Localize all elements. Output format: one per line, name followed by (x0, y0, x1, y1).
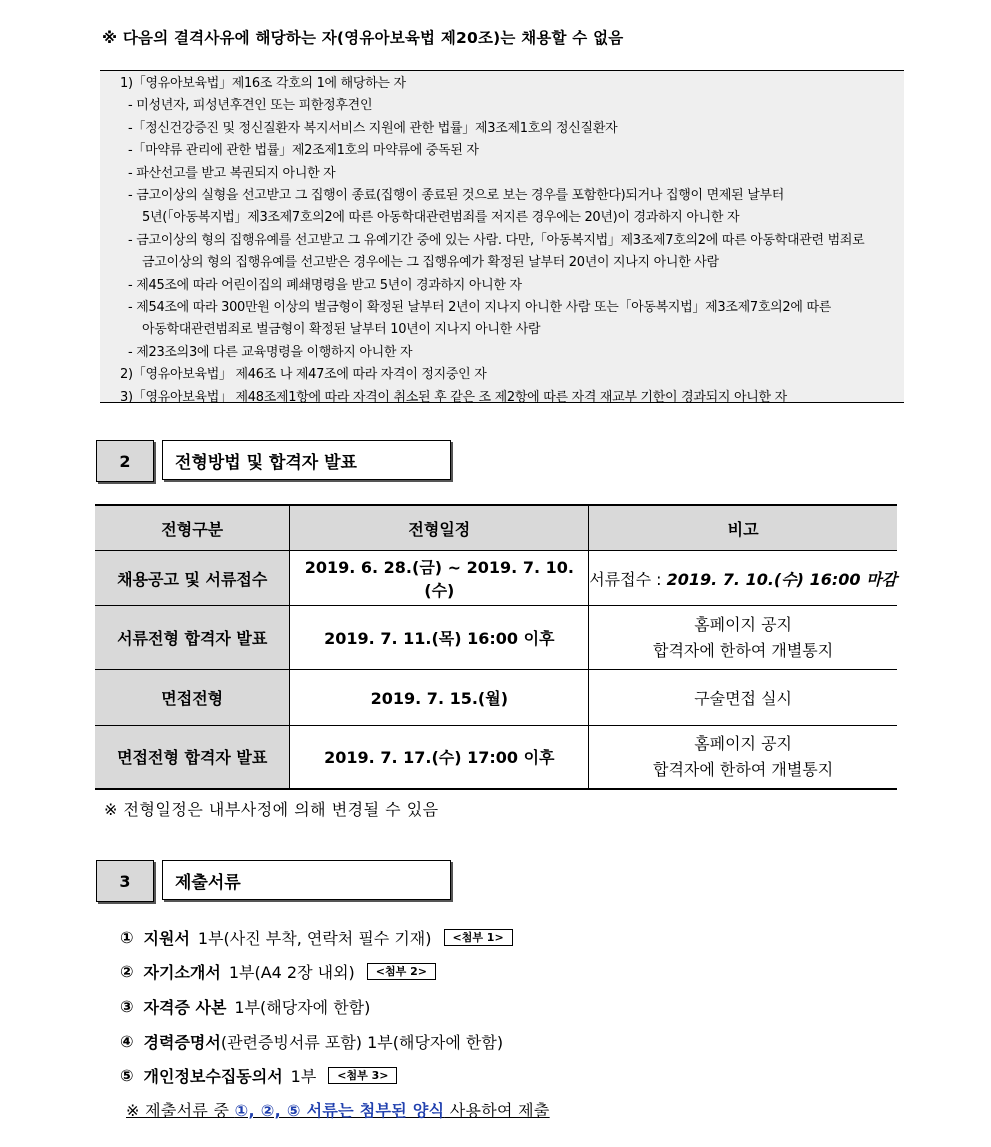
disqualification-line: 아동학대관련범죄로 벌금형이 확정된 날부터 10년이 지나지 아니한 사람 (142, 322, 541, 338)
header-schedule: 전형일정 (290, 505, 589, 551)
table-row (95, 551, 897, 606)
item-detail: (관련증빙서류 포함) 1부(해당자에 한함) (220, 1032, 504, 1052)
schedule-header-row (95, 505, 897, 551)
date-cell: 2019. 7. 17.(수) 17:00 이후 (290, 726, 589, 789)
note-highlight: ①, ②, ⑤ 서류는 첨부된 양식 (234, 1101, 445, 1120)
section-3-title: 제출서류 (162, 860, 451, 900)
attachment-tag: <첨부 3> (328, 1067, 397, 1084)
attachment-tag: <첨부 2> (367, 963, 436, 980)
document-list (120, 920, 513, 1093)
item-name: 경력증명서 (143, 1032, 221, 1052)
list-item (120, 1058, 513, 1093)
stage-cell: 서류전형 합격자 발표 (95, 606, 290, 670)
item-name: 자격증 사본 (143, 997, 227, 1017)
table-row (95, 726, 897, 789)
disqualification-line: 5년(「아동복지법」제3조제7호의2에 따른 아동학대관련범죄를 저지른 경우에는 20년)이 경과하지 아니한 자 (142, 210, 740, 226)
remark-deadline: 2019. 7. 10.(수) 16:00 마감 (666, 569, 897, 589)
item-detail: 1부(사진 부착, 연락처 필수 기재) (197, 928, 432, 948)
date-cell: 2019. 7. 11.(목) 16:00 이후 (290, 606, 589, 670)
item-name: 지원서 (143, 928, 190, 948)
disqualification-line: 2)「영유아보육법」 제46조 나 제47조에 따라 자격이 정지중인 자 (120, 367, 487, 383)
list-item (120, 1024, 513, 1059)
disqualification-line: 3)「영유아보육법」 제48조제1항에 따라 자격이 취소된 후 같은 조 제2항에 따른 자격 재교부 기한이 경과되지 아니한 자 (120, 389, 787, 405)
date-cell: 2019. 6. 28.(금) ~ 2019. 7. 10.(수) (290, 551, 589, 606)
disqualification-line: - 미성년자, 피성년후견인 또는 피한정후견인 (128, 98, 373, 114)
list-item (120, 920, 513, 955)
disqualification-line: - 금고이상의 형의 집행유예를 선고받고 그 유예기간 중에 있는 사람. 다만,「아동복지법」제3조제7호의2에 따른 아동학대관련 범죄로 (128, 232, 865, 248)
remark-line-1: 홈페이지 공지 (694, 733, 793, 753)
disqualification-line: - 파산선고를 받고 복권되지 아니한 자 (128, 165, 336, 181)
date-cell: 2019. 7. 15.(월) (290, 670, 589, 726)
schedule-footnote: ※ 전형일정은 내부사정에 의해 변경될 수 있음 (104, 800, 439, 819)
section-2-title: 전형방법 및 합격자 발표 (162, 440, 451, 480)
stage-cell: 면접전형 합격자 발표 (95, 726, 290, 789)
remark-cell (589, 606, 897, 670)
item-number: ⑤ (120, 1066, 134, 1086)
disqualification-box (100, 70, 904, 403)
item-name: 자기소개서 (143, 963, 221, 983)
disqualification-heading: ※ 다음의 결격사유에 해당하는 자(영유아보육법 제20조)는 채용할 수 없음 (102, 29, 624, 47)
header-remarks: 비고 (589, 505, 897, 551)
stage-cell: 채용공고 및 서류접수 (95, 551, 290, 606)
remark-line-2: 합격자에 한하여 개별통지 (653, 640, 834, 660)
disqualification-line: 금고이상의 형의 집행유예를 선고받은 경우에는 그 집행유예가 확정된 날부터 20년이 지나지 아니한 사람 (142, 255, 719, 271)
section-3-number: 3 (96, 860, 154, 902)
table-row (95, 670, 897, 726)
remark-cell (589, 551, 897, 606)
disqualification-line: -「정신건강증진 및 정신질환자 복지서비스 지원에 관한 법률」제3조제1호의 정신질환자 (128, 120, 618, 136)
item-detail: 1부(A4 2장 내외) (228, 963, 355, 983)
item-number: ④ (120, 1031, 134, 1051)
table-row (95, 606, 897, 670)
attachment-tag: <첨부 1> (444, 929, 513, 946)
stage-cell: 면접전형 (95, 670, 290, 726)
item-number: ③ (120, 996, 134, 1016)
note-prefix: ※ 제출서류 중 (126, 1101, 235, 1120)
submission-note (126, 1098, 550, 1121)
item-number: ② (120, 962, 134, 982)
disqualification-line: 1)「영유아보육법」제16조 각호의 1에 해당하는 자 (120, 76, 406, 91)
disqualification-line: - 제54조에 따라 300만원 이상의 벌금형이 확정된 날부터 2년이 지나지 아니한 사람 또는「아동복지법」제3조제7호의2에 따른 (128, 300, 831, 316)
disqualification-line: -「마약류 관리에 관한 법률」제2조제1호의 마약류에 중독된 자 (128, 143, 479, 159)
list-item (120, 989, 513, 1024)
remark-line-1: 홈페이지 공지 (694, 614, 793, 634)
item-detail: 1부 (290, 1067, 317, 1087)
disqualification-line: - 금고이상의 실형을 선고받고 그 집행이 종료(집행이 종료된 것으로 보는 경우를 포함한다)되거나 집행이 면제된 날부터 (128, 188, 784, 204)
section-2-number: 2 (96, 440, 154, 482)
header-stage: 전형구분 (95, 505, 290, 551)
schedule-table (95, 504, 897, 790)
disqualification-line: - 제23조의3에 다른 교육명령을 이행하지 아니한 자 (128, 344, 413, 360)
list-item (120, 955, 513, 990)
disqualification-line: - 제45조에 따라 어린이집의 폐쇄명령을 받고 5년이 경과하지 아니한 자 (128, 277, 522, 293)
remark-cell (589, 726, 897, 789)
remark-cell: 구술면접 실시 (589, 670, 897, 726)
item-detail: 1부(해당자에 한함) (234, 997, 371, 1017)
item-name: 개인정보수집동의서 (143, 1067, 283, 1087)
note-suffix: 사용하여 제출 (444, 1101, 550, 1120)
item-number: ① (120, 927, 134, 947)
remark-line-2: 합격자에 한하여 개별통지 (653, 759, 834, 779)
remark-prefix: 서류접수 : (589, 569, 667, 589)
